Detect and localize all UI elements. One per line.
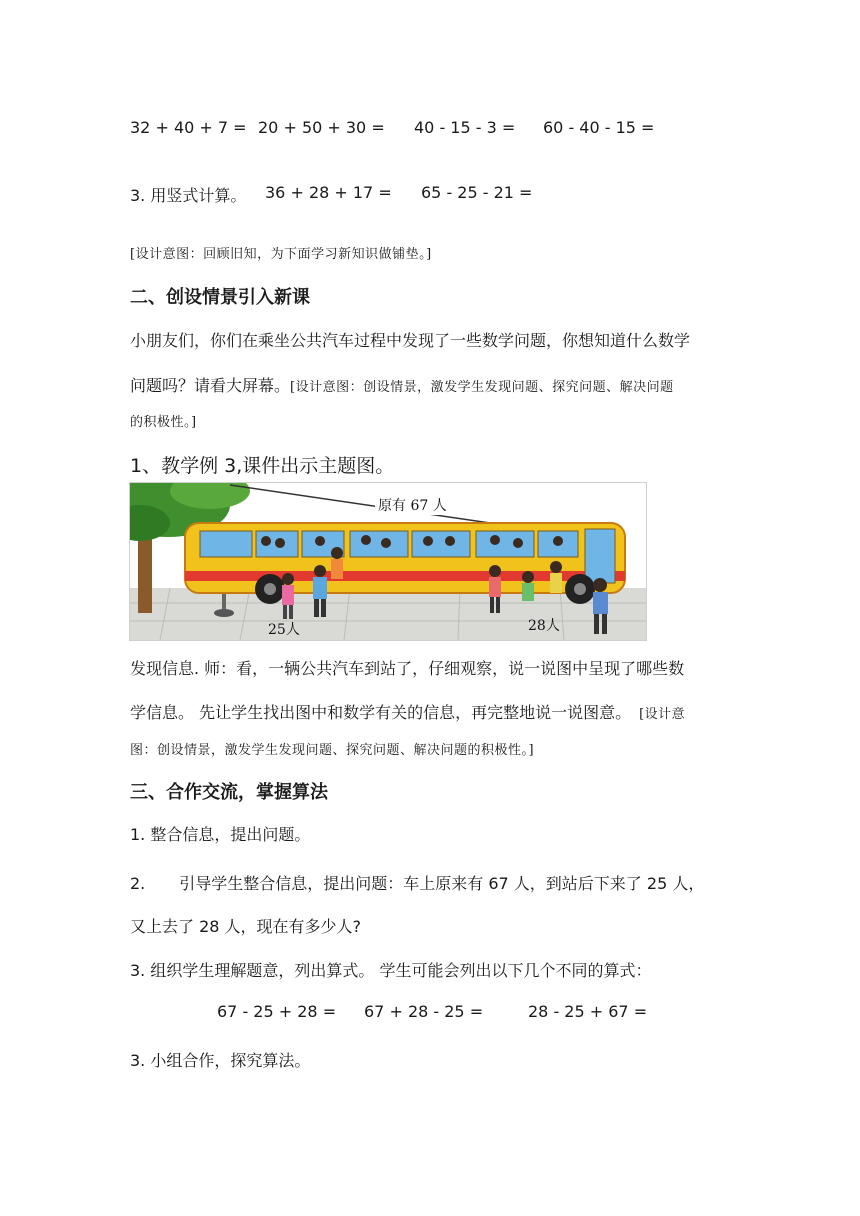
- section2-intro-line2: 问题吗？请看大屏幕。: [130, 376, 291, 395]
- review-item3-label: 3. 用竖式计算。: [130, 186, 247, 205]
- section3-item2-number: 2.: [130, 874, 146, 893]
- review-item3-equation-1: 36 + 28 + 17 =: [265, 183, 392, 202]
- section3-item2-line2: 又上去了 28 人，现在有多少人?: [130, 917, 362, 936]
- section2-design-note-end: 的积极性。]: [130, 415, 197, 430]
- section2-heading: 二、创设情景引入新课: [130, 287, 310, 308]
- label-original-passengers: 原有 67 人: [375, 495, 450, 515]
- section3-item1: 1. 整合信息，提出问题。: [130, 825, 311, 844]
- review-equation-4: 60 - 40 - 15 =: [543, 118, 655, 137]
- section2-design-note: [设计意图：创设情景，激发学生发现问题、探究问题、解决问题: [290, 380, 674, 395]
- discover-line1: 发现信息. 师：看，一辆公共汽车到站了，仔细观察，说一说图中呈现了哪些数: [130, 659, 685, 678]
- example3-title: 1、教学例 3,课件出示主题图。: [130, 455, 395, 477]
- discover-line2-row: [130, 700, 685, 723]
- discover-design-note: [设计意: [639, 707, 686, 722]
- discover-line2: 学信息。 先让学生找出图中和数学有关的信息，再完整地说一说图意。: [130, 703, 632, 722]
- section3-item3: 3. 组织学生理解题意，列出算式。 学生可能会列出以下几个不同的算式：: [130, 961, 652, 980]
- section3-item4: 3. 小组合作，探究算法。: [130, 1051, 311, 1070]
- formula-2: 67 + 28 - 25 =: [364, 1002, 484, 1021]
- review-equation-3: 40 - 15 - 3 =: [414, 118, 516, 137]
- label-got-off: 25人: [268, 622, 300, 638]
- formula-1: 67 - 25 + 28 =: [217, 1002, 337, 1021]
- section3-heading: 三、合作交流，掌握算法: [130, 782, 328, 803]
- review-design-note: [设计意图：回顾旧知，为下面学习新知识做铺垫。]: [130, 247, 432, 262]
- section3-item2-row: [130, 871, 704, 894]
- bus-illustration: [129, 482, 647, 641]
- review-equation-1: 32 + 40 + 7 =: [130, 118, 247, 137]
- discover-design-note-end: 图：创设情景，激发学生发现问题、探究问题、解决问题的积极性。]: [130, 743, 535, 758]
- section2-intro-line1: 小朋友们，你们在乘坐公共汽车过程中发现了一些数学问题，你想知道什么数学: [130, 331, 691, 350]
- review-item3-equation-2: 65 - 25 - 21 =: [421, 183, 533, 202]
- section2-intro-line2-row: [130, 373, 674, 396]
- formula-3: 28 - 25 + 67 =: [528, 1002, 648, 1021]
- review-equation-2: 20 + 50 + 30 =: [258, 118, 385, 137]
- label-got-on: 28人: [528, 618, 560, 634]
- section3-item2-line1: 引导学生整合信息，提出问题：车上原来有 67 人，到站后下来了 25 人，: [179, 874, 705, 893]
